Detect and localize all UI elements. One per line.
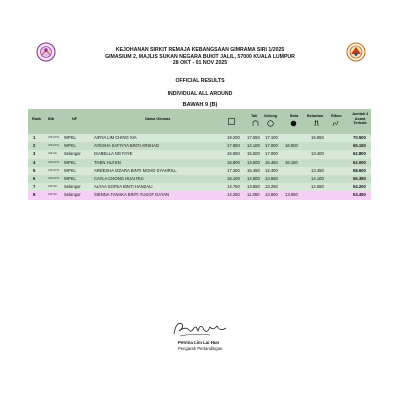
signatory-role: Pengarah Pertandingan xyxy=(178,346,223,351)
cell-rank: 4 xyxy=(33,159,36,165)
cell-total: 70.500 xyxy=(353,135,366,140)
table-row xyxy=(28,175,371,183)
official-results-title: OFFICIAL RESULTS xyxy=(175,78,225,84)
cell-name: ALYAA SOFEA BINTI HANZALI xyxy=(94,184,153,190)
cell-bola: 16.150 xyxy=(285,159,298,165)
cell-rank: 7 xyxy=(33,184,36,190)
cell-bib: LB8-WPKL xyxy=(48,168,60,172)
cell-total: 56.350 xyxy=(353,175,366,181)
cell-total: 65.150 xyxy=(353,143,366,149)
cell-a1: 17.300 xyxy=(227,167,240,173)
cell-total: 54.200 xyxy=(353,184,366,190)
col-tali: Tali xyxy=(251,114,258,118)
cell-name: THEN HUI EN xyxy=(94,159,121,165)
cell-nf: WPKL xyxy=(64,159,76,165)
cell-belantan: 13.450 xyxy=(311,167,324,173)
cell-bib: LB8-SEL xyxy=(48,185,58,189)
cell-bib: LB8-WPKL xyxy=(48,176,60,180)
cell-total: 62.000 xyxy=(353,159,366,165)
cell-tali: 15.500 xyxy=(247,151,260,157)
cell-name: AYESHA SAFIYYA BINTI ARSHAD xyxy=(94,143,160,149)
cell-rank: 6 xyxy=(33,175,36,181)
cell-a1: 16.800 xyxy=(227,159,240,165)
signature-image xyxy=(170,318,230,340)
col-bola: Bola xyxy=(290,114,299,118)
cell-belantan: 16.650 xyxy=(311,135,324,140)
table-row xyxy=(28,183,371,191)
table-row xyxy=(28,191,371,199)
cell-bola: 16.500 xyxy=(285,143,298,149)
cell-nf: WPKL xyxy=(64,135,76,140)
cell-belantan: 12.550 xyxy=(311,184,324,190)
cell-nf: Selangor xyxy=(64,192,81,198)
cell-total: 53.450 xyxy=(353,192,366,198)
age-group-title: BAWAH 9 (B) xyxy=(182,102,218,108)
cell-rank: 2 xyxy=(33,143,36,149)
cell-rank: 3 xyxy=(33,151,36,157)
cell-bola: 13.550 xyxy=(285,192,298,198)
cell-tali: 13.600 xyxy=(247,159,260,165)
col-total: Jumlah 4 Acara Terbaik xyxy=(351,112,369,126)
cell-name: SIENNA TANAKA BINTI YUSOF DAYAN xyxy=(94,192,170,198)
cell-bib: LB8-WPKL xyxy=(48,160,60,164)
cell-name: AIRYA LIM CHING XIA xyxy=(94,135,137,140)
col-nf: NF xyxy=(72,117,78,121)
cell-a1: 19.200 xyxy=(227,135,240,140)
cell-nf: Selangor xyxy=(64,184,81,190)
cell-bib: LB8-SEL xyxy=(48,193,58,197)
cell-bib: LB8-SEL xyxy=(48,152,58,156)
col-name: Nama Gimnas xyxy=(145,117,171,121)
cell-tali: 12.800 xyxy=(247,175,260,181)
signatory-name: Petrina Lim Lai Hun xyxy=(178,340,220,345)
cell-rank: 1 xyxy=(33,135,36,140)
cell-name: CAYLA CHONG HUAI RUI xyxy=(94,175,144,181)
table-row xyxy=(28,167,371,175)
event-header xyxy=(0,47,400,67)
results-table xyxy=(28,109,371,200)
cell-tali: 11.850 xyxy=(247,192,260,198)
ribbon-icon xyxy=(332,120,339,127)
cell-tali: 15.450 xyxy=(247,167,260,173)
cell-tali: 14.100 xyxy=(247,143,260,149)
cell-a1: 16.100 xyxy=(227,175,240,181)
cell-rank: 8 xyxy=(33,192,36,198)
table-row xyxy=(28,150,371,158)
table-row xyxy=(28,142,371,150)
cell-a1: 16.850 xyxy=(227,151,240,157)
table-row xyxy=(28,159,371,167)
rope-icon xyxy=(252,120,259,127)
cell-nf: WPKL xyxy=(64,175,76,181)
cell-nf: WPKL xyxy=(64,143,76,149)
col-rank: Rank xyxy=(32,117,42,121)
cell-gelung: 17.100 xyxy=(265,135,278,140)
cell-tali: 13.850 xyxy=(247,184,260,190)
col-bib: Bib xyxy=(48,117,55,121)
ball-icon xyxy=(290,120,297,127)
cell-gelung: 13.550 xyxy=(265,175,278,181)
event-title: KEJOHANAN SIRKIT REMAJA KEBANGSAAN GIMRAMA SIRI 1/2025 xyxy=(115,47,285,53)
cell-rank: 5 xyxy=(33,167,36,173)
cell-name: AREESHA IZZARA BINTI MOHD SYAHRILL xyxy=(94,167,177,173)
cell-gelung: 13.250 xyxy=(265,184,278,190)
cell-total: 58.600 xyxy=(353,167,366,173)
col-gelung: Gelung xyxy=(264,114,278,118)
rope-square-icon xyxy=(228,118,235,125)
cell-nf: WPKL xyxy=(64,167,76,173)
col-ribon: Ribon xyxy=(331,114,342,118)
table-row xyxy=(28,134,371,142)
cell-gelung: 17.000 xyxy=(265,151,278,157)
cell-a1: 14.250 xyxy=(227,192,240,198)
col-belantan: Belantan xyxy=(307,114,324,118)
individual-all-around-title: INDIVIDUAL ALL AROUND xyxy=(167,91,233,97)
table-body xyxy=(28,134,371,200)
cell-nf: Selangor xyxy=(64,151,81,157)
cell-belantan: 13.400 xyxy=(311,151,324,157)
cell-gelung: 15.450 xyxy=(265,159,278,165)
cell-gelung: 12.400 xyxy=(265,167,278,173)
cell-a1: 14.750 xyxy=(227,184,240,190)
cell-tali: 17.550 xyxy=(247,135,260,140)
cell-name: ISABELLA NG FAYE xyxy=(94,151,133,157)
event-dates: 28 OKT - 01 NOV 2025 xyxy=(172,60,228,67)
cell-gelung: 13.800 xyxy=(265,192,278,198)
table-header xyxy=(28,109,371,134)
cell-gelung: 17.000 xyxy=(265,143,278,149)
cell-belantan: 14.100 xyxy=(311,175,324,181)
cell-bib: LB8-WPKL xyxy=(48,144,60,148)
cell-a1: 17.550 xyxy=(227,143,240,149)
cell-total: 62.800 xyxy=(353,151,366,157)
cell-bib: LB8-WPKL xyxy=(48,136,60,139)
event-venue: GIMASIUM 2, MAJLIS SUKAN NEGARA BUKIT JALIL, 57000 KUALA LUMPUR xyxy=(105,53,295,60)
hoop-icon xyxy=(267,120,274,127)
clubs-icon xyxy=(313,120,320,127)
